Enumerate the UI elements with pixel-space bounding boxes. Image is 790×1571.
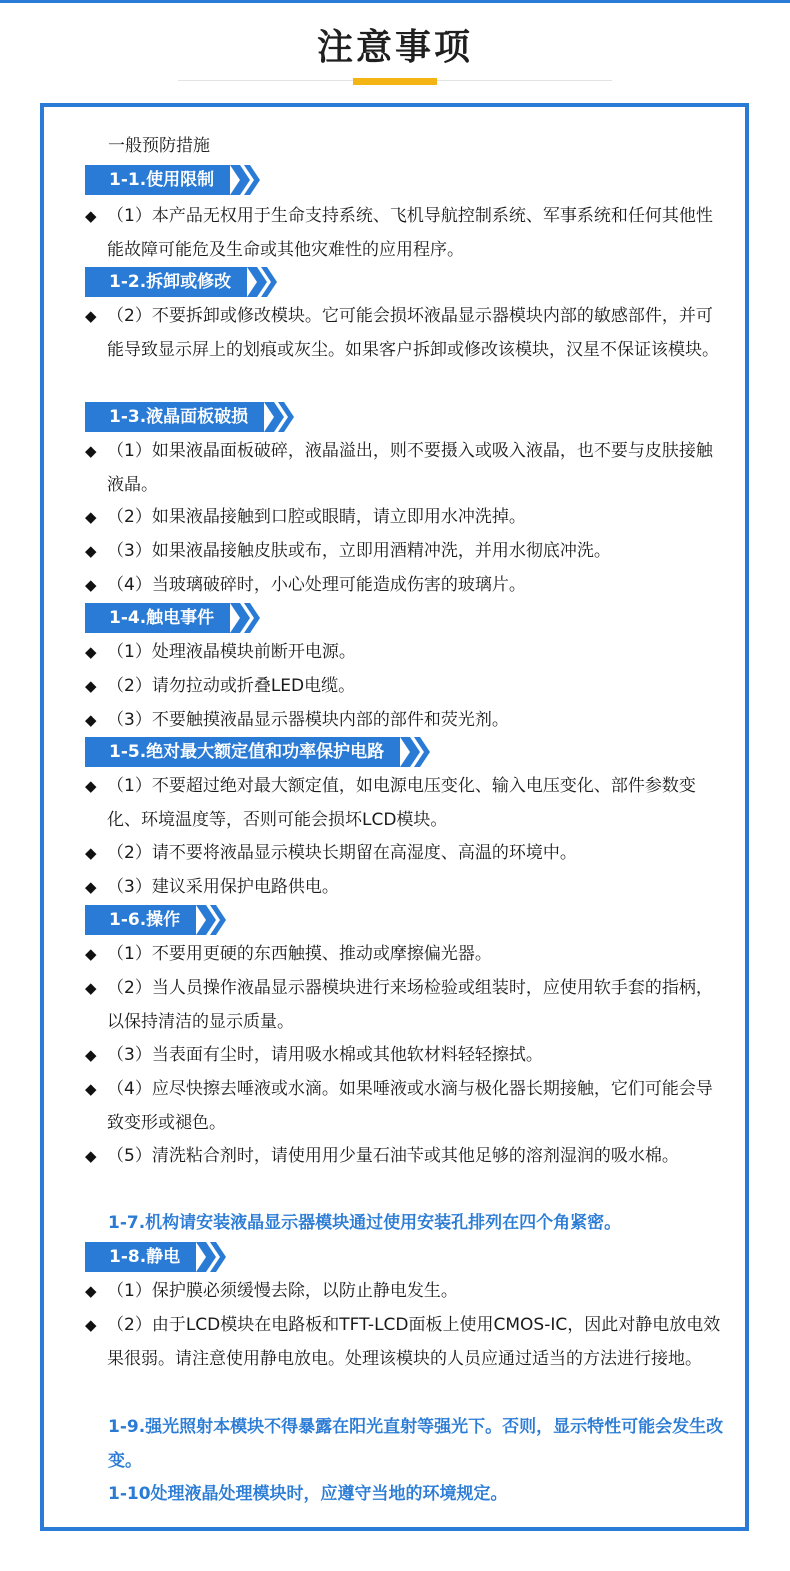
section-tag-1-3 <box>85 402 296 432</box>
section-label: 1-8.静电 <box>85 1242 196 1272</box>
double-chevron-right-icon <box>400 737 432 767</box>
diamond-bullet-icon: ◆ <box>85 1316 97 1334</box>
diamond-bullet-icon: ◆ <box>85 844 97 862</box>
diamond-bullet-icon: ◆ <box>85 643 97 661</box>
diamond-bullet-icon: ◆ <box>85 945 97 963</box>
section-tag-1-4 <box>85 603 262 633</box>
list-item: ◆ （1）保护膜必须缓慢去除，以防止静电发生。 <box>85 1274 725 1308</box>
note-1-7: 1-7.机构请安装液晶显示器模块通过使用安装孔排列在四个角紧密。 <box>108 1213 622 1233</box>
section-label: 1-3.液晶面板破损 <box>85 402 264 432</box>
section-tag-1-5 <box>85 737 432 767</box>
diamond-bullet-icon: ◆ <box>85 1282 97 1300</box>
diamond-bullet-icon: ◆ <box>85 677 97 695</box>
diamond-bullet-icon: ◆ <box>85 1046 97 1064</box>
diamond-bullet-icon: ◆ <box>85 777 97 795</box>
intro-heading: 一般预防措施 <box>108 136 210 156</box>
diamond-bullet-icon: ◆ <box>85 979 97 997</box>
diamond-bullet-icon: ◆ <box>85 711 97 729</box>
diamond-bullet-icon: ◆ <box>85 1147 97 1165</box>
section-label: 1-5.绝对最大额定值和功率保护电路 <box>85 737 400 767</box>
list-item: ◆ （2）如果液晶接触到口腔或眼睛，请立即用水冲洗掉。 <box>85 500 725 534</box>
diamond-bullet-icon: ◆ <box>85 307 97 325</box>
title-accent-bar <box>353 78 437 85</box>
double-chevron-right-icon <box>230 165 262 195</box>
diamond-bullet-icon: ◆ <box>85 207 97 225</box>
double-chevron-right-icon <box>196 1242 228 1272</box>
list-item: ◆ （3）如果液晶接触皮肤或布，立即用酒精冲洗，并用水彻底冲洗。 <box>85 534 725 568</box>
list-item: ◆ （2）请勿拉动或折叠LED电缆。 <box>85 669 725 703</box>
list-item: ◆ （2）不要拆卸或修改模块。它可能会损坏液晶显示器模块内部的敏感部件，并可能导致显示屏上的划痕或灰尘。如果客户拆卸或修改该模块，汉星不保证该模块。 <box>85 299 725 367</box>
section-label: 1-4.触电事件 <box>85 603 230 633</box>
list-item: ◆ （1）本产品无权用于生命支持系统、飞机导航控制系统、军事系统和任何其他性能故障可能危及生命或其他灾难性的应用程序。 <box>85 199 725 267</box>
section-tag-1-2 <box>85 267 279 297</box>
list-item: ◆ （4）当玻璃破碎时，小心处理可能造成伤害的玻璃片。 <box>85 568 725 602</box>
section-tag-1-8 <box>85 1242 228 1272</box>
section-tag-1-1 <box>85 165 262 195</box>
list-item: ◆ （1）如果液晶面板破碎，液晶溢出，则不要摄入或吸入液晶，也不要与皮肤接触液晶。 <box>85 434 725 502</box>
list-item: ◆ （5）清洗粘合剂时，请使用用少量石油苄或其他足够的溶剂湿润的吸水棉。 <box>85 1139 725 1173</box>
list-item: ◆ （1）处理液晶模块前断开电源。 <box>85 635 725 669</box>
list-item: ◆ （3）建议采用保护电路供电。 <box>85 870 725 904</box>
note-1-10: 1-10处理液晶处理模块时，应遵守当地的环境规定。 <box>108 1484 508 1504</box>
diamond-bullet-icon: ◆ <box>85 442 97 460</box>
section-label: 1-2.拆卸或修改 <box>85 267 247 297</box>
list-item: ◆ （1）不要用更硬的东西触摸、推动或摩擦偏光器。 <box>85 937 725 971</box>
section-label: 1-1.使用限制 <box>85 165 230 195</box>
list-item: ◆ （2）请不要将液晶显示模块长期留在高湿度、高温的环境中。 <box>85 836 725 870</box>
list-item: ◆ （2）由于LCD模块在电路板和TFT-LCD面板上使用CMOS-IC，因此对静电放电效果很弱。请注意使用静电放电。处理该模块的人员应通过适当的方法进行接地。 <box>85 1308 725 1376</box>
list-item: ◆ （1）不要超过绝对最大额定值，如电源电压变化、输入电压变化、部件参数变化、环境温度等，否则可能会损坏LCD模块。 <box>85 769 725 837</box>
double-chevron-right-icon <box>247 267 279 297</box>
diamond-bullet-icon: ◆ <box>85 542 97 560</box>
double-chevron-right-icon <box>230 603 262 633</box>
section-label: 1-6.操作 <box>85 905 196 935</box>
list-item: ◆ （2）当人员操作液晶显示器模块进行来场检验或组装时，应使用软手套的指柄，以保持清洁的显示质量。 <box>85 971 725 1039</box>
list-item: ◆ （4）应尽快擦去唾液或水滴。如果唾液或水滴与极化器长期接触，它们可能会导致变形或褪色。 <box>85 1072 725 1140</box>
list-item: ◆ （3）当表面有尘时，请用吸水棉或其他软材料轻轻擦拭。 <box>85 1038 725 1072</box>
diamond-bullet-icon: ◆ <box>85 1080 97 1098</box>
top-accent-line <box>0 0 790 3</box>
diamond-bullet-icon: ◆ <box>85 508 97 526</box>
section-tag-1-6 <box>85 905 228 935</box>
diamond-bullet-icon: ◆ <box>85 576 97 594</box>
note-1-9: 1-9.强光照射本模块不得暴露在阳光直射等强光下。否则，显示特性可能会发生改变。 <box>108 1417 724 1471</box>
list-item: ◆ （3）不要触摸液晶显示器模块内部的部件和荧光剂。 <box>85 703 725 737</box>
page-title: 注意事项 <box>316 27 473 68</box>
double-chevron-right-icon <box>264 402 296 432</box>
double-chevron-right-icon <box>196 905 228 935</box>
diamond-bullet-icon: ◆ <box>85 878 97 896</box>
